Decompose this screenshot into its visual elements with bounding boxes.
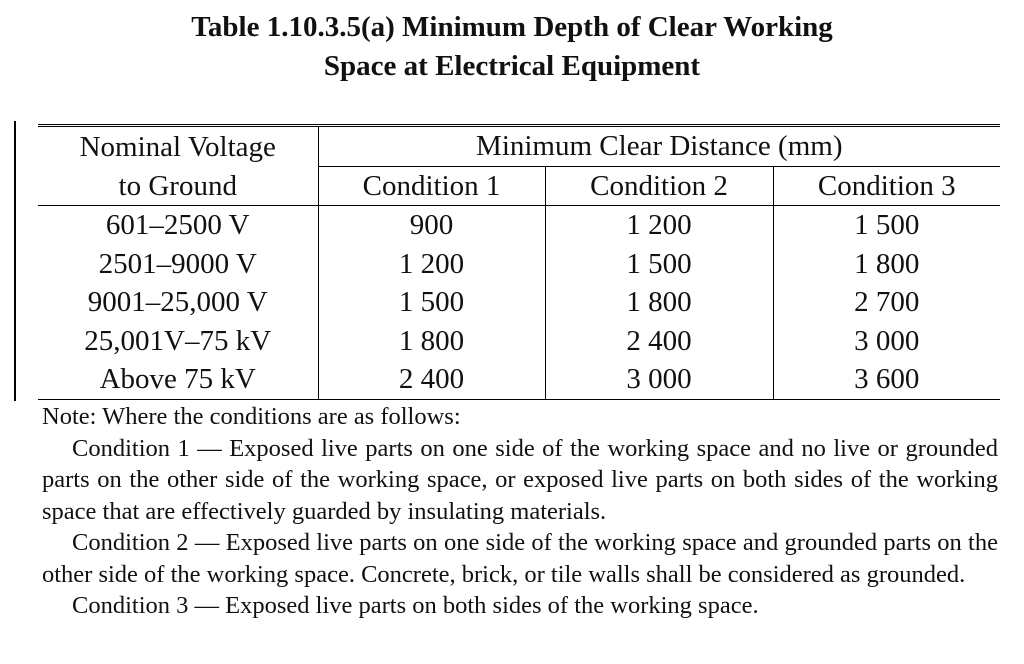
condition-2-cell: 1 200	[545, 206, 773, 245]
condition-2-cell: 1 500	[545, 245, 773, 284]
table-row	[38, 245, 1000, 284]
condition-3-cell: 2 700	[854, 286, 920, 319]
revision-change-bar	[14, 121, 16, 401]
condition-3-cell: 3 600	[854, 363, 920, 396]
voltage-cell: 601–2500 V	[38, 206, 318, 245]
condition-1-cell: 1 200	[318, 245, 545, 284]
row-header-line-1: Nominal Voltage	[38, 126, 318, 167]
column-header-condition-3: Condition 3	[773, 166, 1000, 206]
table-row	[38, 206, 1000, 245]
column-header-condition-2: Condition 2	[545, 166, 773, 206]
condition-3-cell: 1 500	[854, 209, 920, 242]
voltage-cell: 2501–9000 V	[38, 245, 318, 284]
table-row	[38, 360, 1000, 399]
column-header-condition-1: Condition 1	[318, 166, 545, 206]
voltage-cell: 25,001V–75 kV	[38, 322, 318, 361]
voltage-cell: Above 75 kV	[38, 360, 318, 399]
row-header-line-2: to Ground	[38, 166, 318, 206]
table-title-line-1: Table 1.10.3.5(a) Minimum Depth of Clear Working	[191, 11, 833, 43]
clearance-table	[38, 124, 1000, 400]
table-row	[38, 322, 1000, 361]
table-header	[38, 126, 1000, 206]
condition-2-cell: 2 400	[545, 322, 773, 361]
table-notes	[42, 401, 998, 622]
condition-1-cell: 2 400	[318, 360, 545, 399]
group-header: Minimum Clear Distance (mm)	[318, 126, 1000, 167]
condition-2-cell: 3 000	[545, 360, 773, 399]
notes-intro: Note: Where the conditions are as follows:	[42, 403, 461, 430]
condition-3-cell: 1 800	[854, 247, 920, 280]
voltage-cell: 9001–25,000 V	[38, 283, 318, 322]
table-title-line-2: Space at Electrical Equipment	[323, 50, 701, 82]
condition-1-cell: 900	[318, 206, 545, 245]
condition-3-cell: 3 000	[854, 324, 920, 357]
condition-1-note: Condition 1 — Exposed live parts on one side of the working space and no live or grounded parts on the other side of the working space, or exposed live parts on both sides of the working space that are effectively guarded by insulating materials.	[42, 434, 998, 525]
condition-3-note: Condition 3 — Exposed live parts on both sides of the working space.	[72, 592, 759, 619]
condition-2-cell: 1 800	[545, 283, 773, 322]
condition-1-cell: 1 500	[318, 283, 545, 322]
table-body	[38, 206, 1000, 400]
condition-1-cell: 1 800	[318, 322, 545, 361]
condition-2-note: Condition 2 — Exposed live parts on one side of the working space and grounded parts on the other side of the working space. Concrete, brick, or tile walls shall be considered as grounded.	[42, 529, 998, 588]
table-row	[38, 283, 1000, 322]
